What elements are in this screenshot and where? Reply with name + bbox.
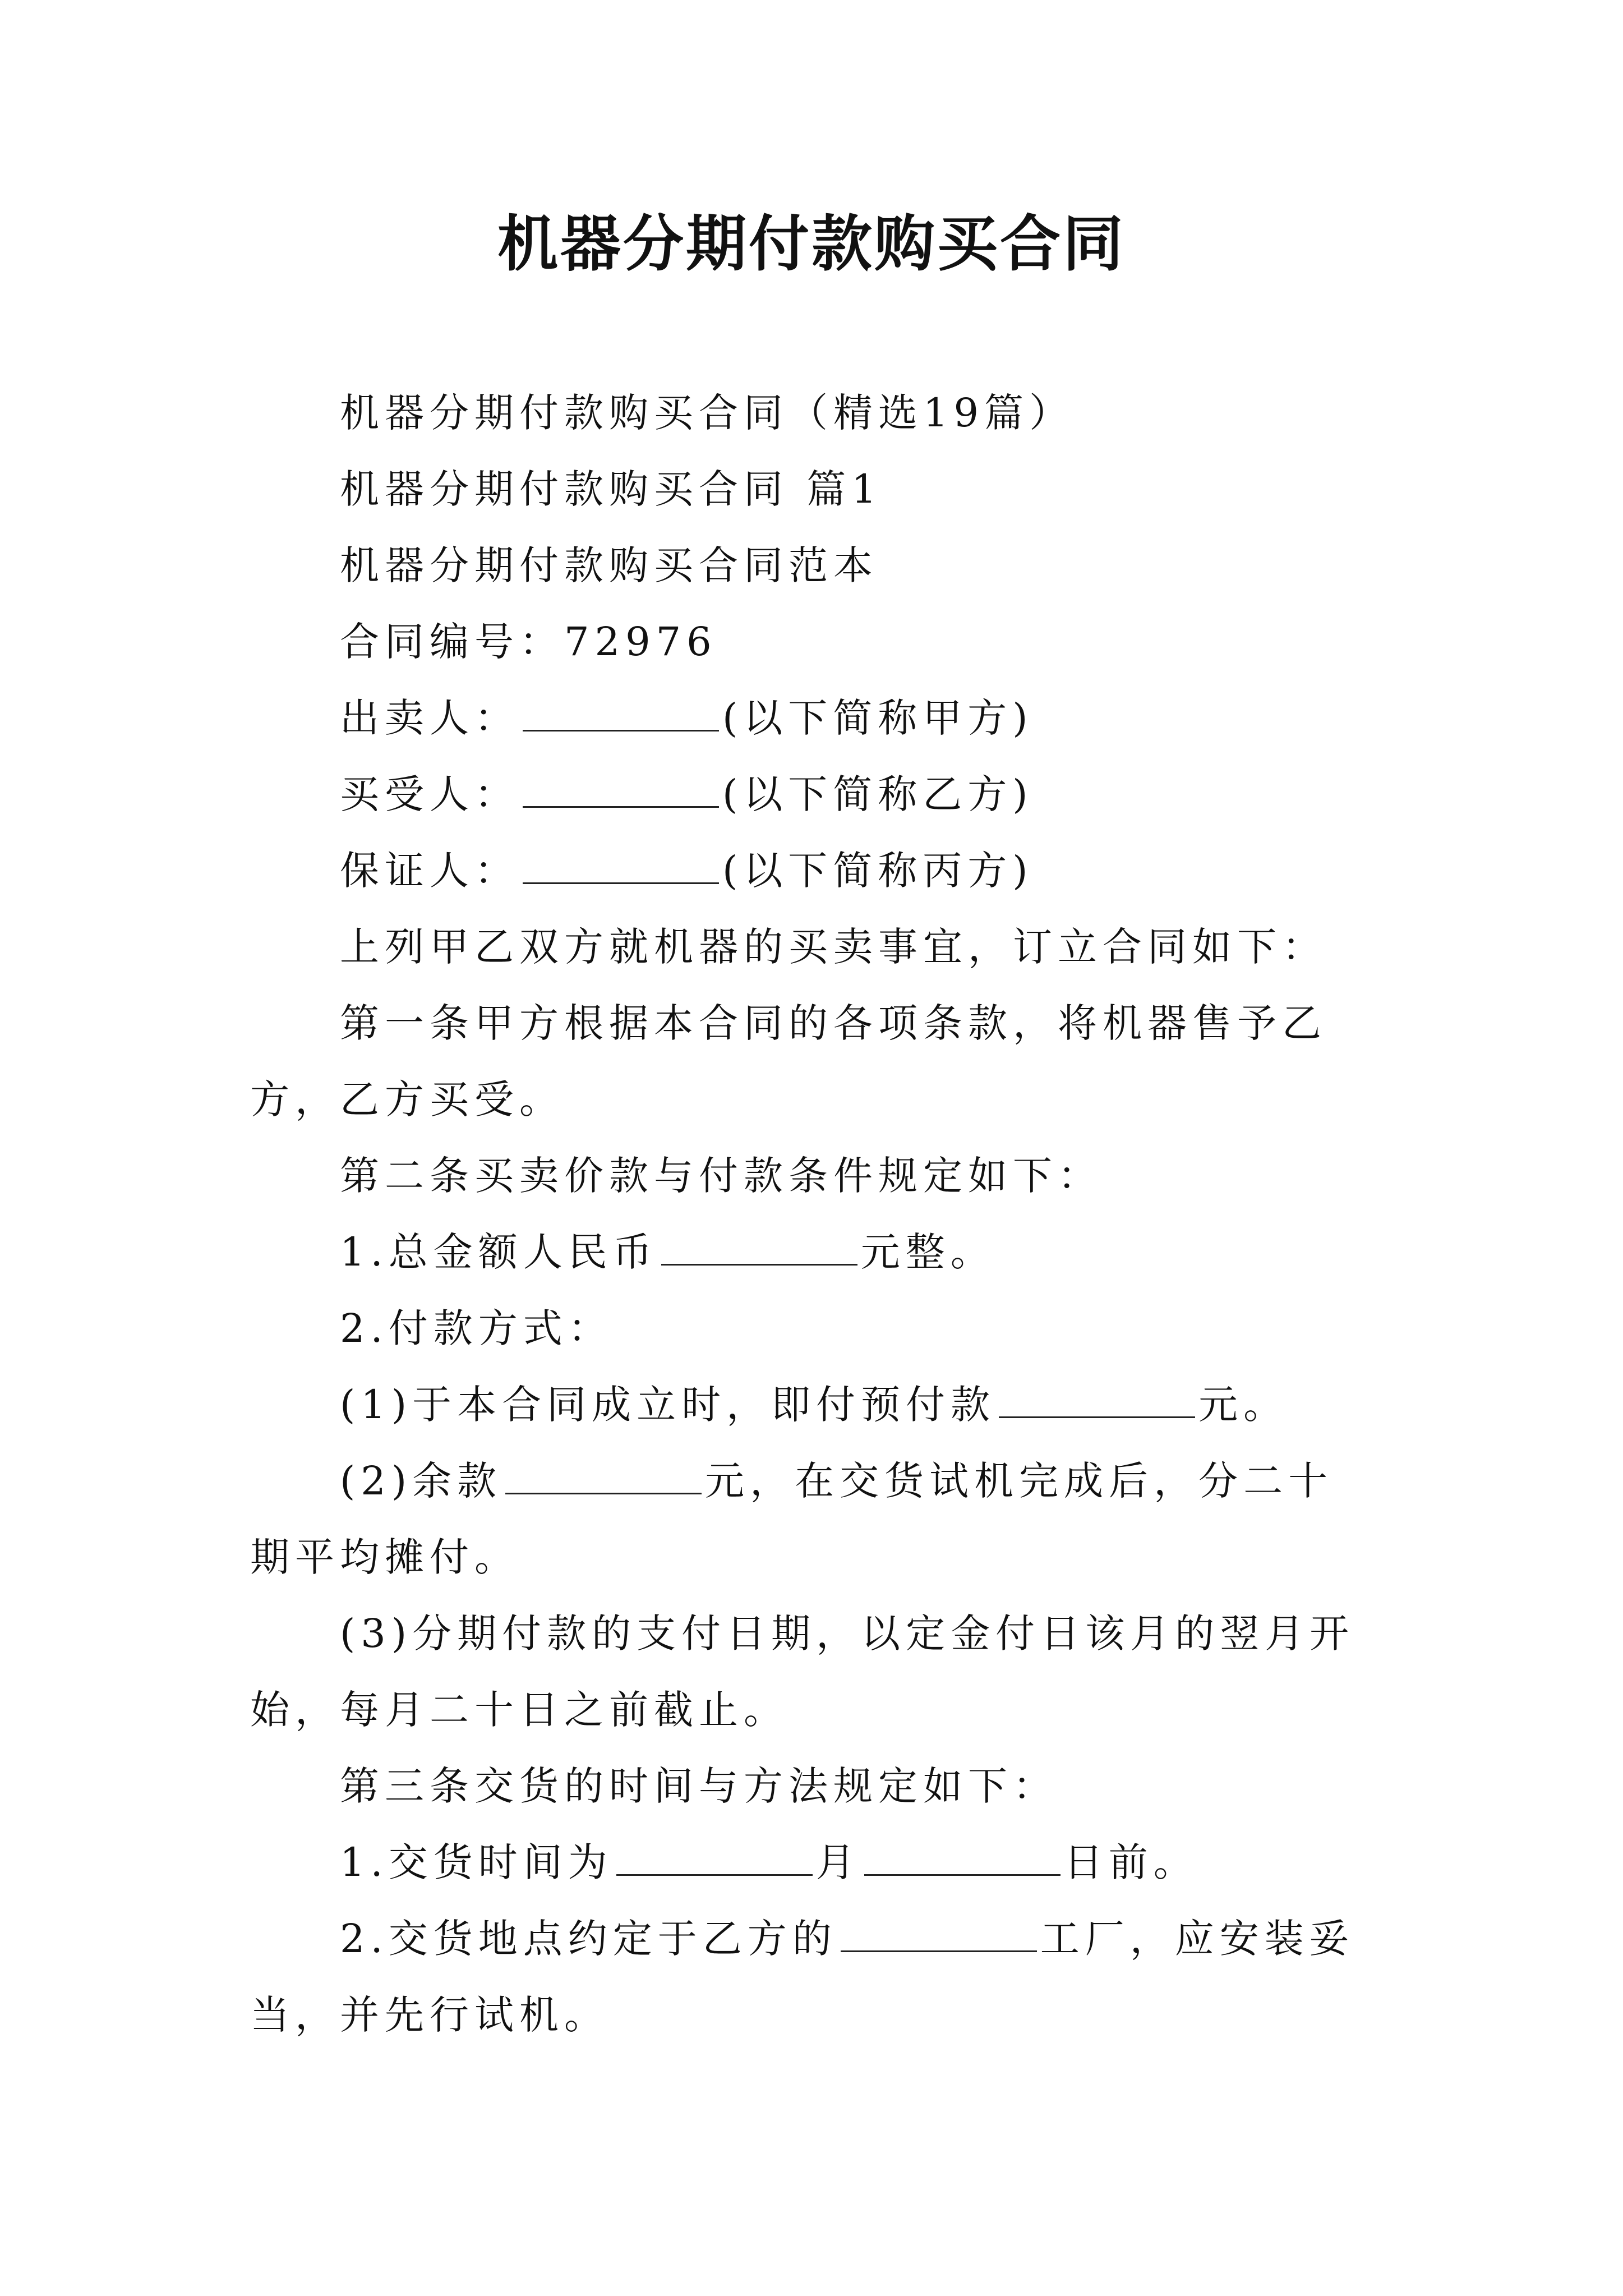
guarantor-line [250,832,1375,909]
delivery-place-blank[interactable] [841,1911,1037,1952]
delivery-place-text: 工厂，应安装妥当，并先行试机。 [250,1916,1354,2038]
installment-date-text: (3)分期付款的支付日期，以定金付日该月的翌月开始，每月二十日之前截止。 [250,1611,1355,1733]
total-amount-unit: 元整。 [860,1229,995,1275]
seller-note: (以下简称甲方) [722,695,1034,741]
subtitle-text: 机器分期付款购买合同（精选19篇） [340,390,1075,436]
buyer-note: (以下简称乙方) [722,771,1034,817]
article-3-paragraph [250,1748,1375,1824]
article-3-text: 第三条交货的时间与方法规定如下： [340,1763,1058,1809]
prepayment-unit: 元。 [1198,1382,1289,1428]
contract-number [250,604,1375,680]
preamble-paragraph [250,909,1375,985]
seller-blank[interactable] [523,691,719,731]
delivery-day-label: 日前。 [1063,1839,1198,1885]
payment-method-line [250,1290,1375,1366]
delivery-place-label: 2.交货地点约定于乙方的 [340,1916,837,1962]
guarantor-blank[interactable] [523,843,719,884]
prepayment-blank[interactable] [999,1377,1195,1418]
buyer-label: 买受人： [340,771,519,817]
total-amount-label: 1.总金额人民币 [340,1229,658,1275]
document-body [250,375,1375,2053]
balance-text: 元，在交货试机完成后，分二十期平均摊付。 [250,1458,1334,1580]
article-2-paragraph [250,1138,1375,1214]
guarantor-note: (以下简称丙方) [722,848,1034,894]
article-1-paragraph [250,985,1375,1138]
seller-label: 出卖人： [340,695,519,741]
contract-number-text: 合同编号：72976 [340,619,717,665]
prepayment-label: (1)于本合同成立时，即付预付款 [340,1382,996,1428]
buyer-line [250,756,1375,832]
prepayment-line [250,1366,1375,1443]
preamble-text: 上列甲乙双方就机器的买卖事宜，订立合同如下： [340,924,1327,970]
chapter-heading [250,451,1375,527]
article-1-text: 第一条甲方根据本合同的各项条款，将机器售予乙方，乙方买受。 [250,1000,1327,1122]
delivery-time-line [250,1824,1375,1901]
installment-date-paragraph [250,1595,1375,1748]
delivery-time-label: 1.交货时间为 [340,1839,613,1885]
article-2-text: 第二条买卖价款与付款条件规定如下： [340,1153,1103,1199]
total-amount-line [250,1214,1375,1290]
seller-line [250,680,1375,756]
sample-text: 机器分期付款购买合同范本 [340,542,878,588]
payment-method-text: 2.付款方式： [340,1305,613,1351]
balance-paragraph [250,1443,1375,1595]
buyer-blank[interactable] [523,767,719,808]
delivery-month-blank[interactable] [616,1835,813,1876]
delivery-day-blank[interactable] [864,1835,1061,1876]
chapter-text: 机器分期付款购买合同 篇1 [340,466,882,512]
sample-heading [250,527,1375,604]
subtitle-line [250,375,1375,451]
total-amount-blank[interactable] [661,1225,857,1266]
balance-blank[interactable] [505,1453,702,1494]
balance-label: (2)余款 [340,1458,502,1504]
guarantor-label: 保证人： [340,848,519,894]
delivery-month-label: 月 [815,1839,861,1885]
delivery-place-paragraph [250,1901,1375,2053]
document-title: 机器分期付款购买合同 [497,209,1126,279]
